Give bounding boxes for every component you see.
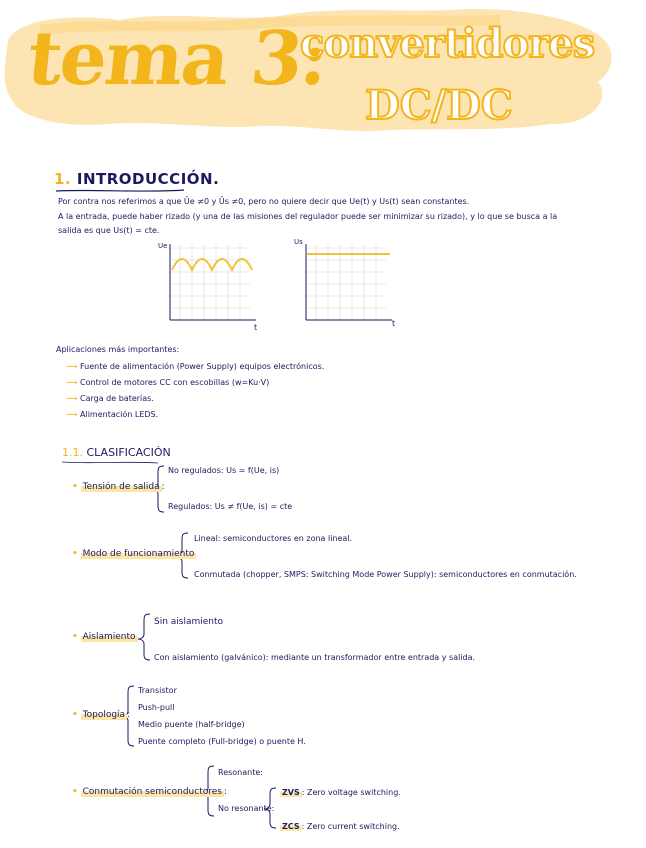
bullet-icon: •: [72, 787, 78, 797]
application-item: ⟿ Alimentación LEDS.: [66, 410, 159, 419]
option-con-aislamiento: Con aislamiento (galvánico): mediante un transformador entre entrada y salida.: [154, 653, 476, 662]
option-sin-aislamiento: Sin aislamiento: [154, 617, 224, 627]
intro-paragraph-2: A la entrada, puede haber rizado (y una de las misiones del regulador puede ser minimizar su rizado), y lo que se busca a la: [58, 212, 558, 221]
option-topologia: Puente completo (Full-bridge) o puente H.: [138, 737, 306, 746]
category-label: Modo de funcionamiento: [82, 549, 195, 559]
page-title-main: tema 3:: [23, 16, 331, 102]
section-title: INTRODUCCIÓN.: [76, 170, 220, 188]
intro-paragraph-1: Por contra nos referimos a que Ūe ≠0 y Ūs ≠0, pero no quiere decir que Ue(t) y Us(t) sean constantes.: [58, 197, 470, 206]
bullet-icon: •: [72, 549, 78, 559]
graph2-x-label: t: [392, 319, 396, 328]
option-no-resonante: No resonante:: [218, 804, 275, 813]
application-item: ⟿ Carga de baterías.: [66, 394, 154, 403]
option-no-regulados: No regulados: Us = f(Ue, is): [168, 466, 280, 475]
graph1-y-label: Ue: [158, 242, 168, 250]
category-label: Conmutación semiconductores: [82, 787, 222, 797]
classification-tension: • Tensión de salida :: [72, 482, 165, 492]
subsection-title: CLASIFICACIÓN: [86, 446, 171, 459]
graph1-x-label: t: [254, 323, 258, 330]
arrow-icon: ⟿: [66, 362, 81, 371]
bullet-icon: •: [72, 482, 78, 492]
category-label: Tensión de salida: [82, 482, 160, 492]
option-zvs: ZVS : Zero voltage switching.: [282, 788, 401, 797]
option-topologia: Medio puente (half-bridge): [138, 720, 245, 729]
arrow-icon: ⟿: [66, 410, 81, 419]
classification-aislamiento: [72, 632, 138, 642]
category-label: Aislamiento: [82, 632, 136, 642]
option-conmutada: Conmutada (chopper, SMPS: Switching Mode Power Supply): semiconductores en conmutación.: [194, 570, 577, 579]
bullet-icon: •: [72, 710, 78, 720]
arrow-icon: ⟿: [66, 378, 81, 387]
zcs-key: ZCS: [282, 822, 300, 831]
classification-modo: [72, 549, 196, 559]
classification-topologia: • Topología :: [72, 710, 131, 720]
arrow-icon: ⟿: [66, 394, 81, 403]
classification-conmutacion: • Conmutación semiconductores :: [72, 787, 227, 797]
category-label: Topología: [82, 710, 126, 720]
option-zcs: ZCS : Zero current switching.: [282, 822, 400, 831]
applications-title: Aplicaciones más importantes:: [56, 345, 180, 354]
option-resonante: Resonante:: [218, 768, 263, 777]
option-regulados: Regulados: Us ≠ f(Ue, is) = cte: [168, 502, 293, 511]
page-title-sub-line2: DC/DC: [365, 82, 513, 129]
graph2-y-label: Us: [294, 238, 303, 246]
zvs-key: ZVS: [282, 788, 300, 797]
section-number: 1.: [54, 170, 72, 188]
application-item: ⟿ Control de motores CC con escobillas (w=Ku·V): [66, 378, 270, 387]
intro-paragraph-3: salida es que Us(t) = cte.: [58, 226, 160, 235]
option-lineal: Lineal: semiconductores en zona lineal.: [194, 534, 353, 543]
page-title-sub-line1: convertidores: [300, 20, 595, 67]
option-topologia: Push-pull: [138, 703, 175, 712]
option-topologia: Transistor: [138, 686, 177, 695]
subsection-number: 1.1.: [62, 446, 83, 459]
bullet-icon: •: [72, 632, 78, 642]
application-item: ⟿ Fuente de alimentación (Power Supply) equipos electrónicos.: [66, 362, 325, 371]
